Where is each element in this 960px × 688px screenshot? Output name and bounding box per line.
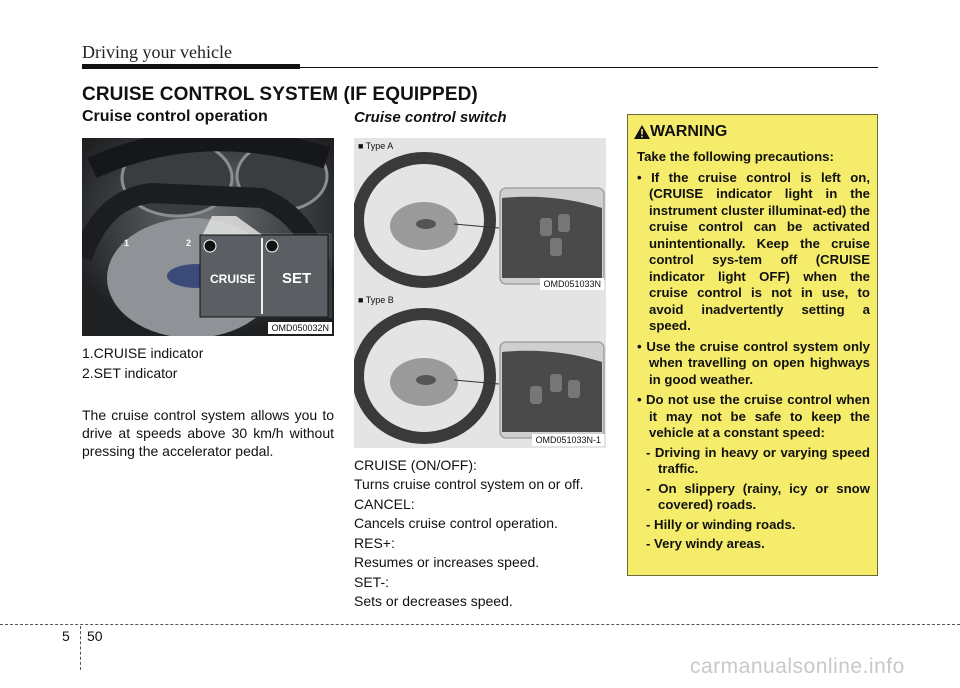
warning-bullet: • Use the cruise control system only when travelling on open highways in good weather.	[637, 338, 870, 387]
chapter-title: Driving your vehicle	[82, 42, 232, 62]
cruise-switch-heading: Cruise control switch	[354, 109, 507, 126]
switch-line-set-desc: Sets or decreases speed.	[354, 593, 513, 609]
footer-page-divider	[80, 626, 81, 670]
figure-code: OMD051033N	[540, 278, 604, 290]
figure-num-1: 1	[124, 238, 130, 248]
cluster-figure	[82, 138, 334, 336]
figure-set-label: SET	[282, 270, 312, 287]
switch-line-set: SET-:	[354, 574, 390, 590]
type-b-label: ■ Type B	[358, 295, 394, 305]
page-number: 50	[87, 628, 103, 644]
steering-wheel-a-illustration	[354, 138, 606, 292]
warning-box	[627, 114, 878, 576]
warning-sub-item: - Hilly or winding roads.	[646, 516, 796, 532]
instrument-cluster-illustration	[82, 138, 334, 336]
cruise-description: The cruise control system allows you to drive at speeds above 30 km/h without pressing the accelerator pedal.	[82, 407, 334, 459]
footer-divider	[0, 624, 960, 625]
steering-wheel-b-illustration	[354, 292, 606, 448]
warning-sub-item: - On slippery (rainy, icy or snow covered) roads.	[646, 480, 870, 512]
warning-sub-item: - Very windy areas.	[646, 536, 765, 551]
warning-triangle-icon	[634, 125, 650, 139]
figure-code: OMD050032N	[268, 322, 332, 334]
switch-line-cancel: CANCEL:	[354, 496, 415, 512]
warning-sub-item: - Driving in heavy or varying speed traffic.	[646, 444, 870, 476]
figure-num-2: 2	[186, 238, 192, 248]
cruise-operation-heading: Cruise control operation	[82, 108, 268, 125]
figure-cruise-label: CRUISE	[210, 272, 256, 286]
header-rule-thick	[82, 64, 300, 69]
switch-figure-type-b	[354, 292, 606, 448]
switch-figure-type-a	[354, 138, 606, 292]
figure-code: OMD051033N-1	[532, 434, 604, 446]
switch-line-cancel-desc: Cancels cruise control operation.	[354, 515, 558, 531]
switch-line-cruise: CRUISE (ON/OFF):	[354, 457, 477, 473]
warning-title: WARNING	[650, 123, 728, 140]
section-number: 5	[62, 628, 70, 644]
header-rule-thin	[300, 67, 878, 68]
warning-bullet: • Do not use the cruise control when it may not be safe to keep the vehicle at a constant speed:	[637, 392, 870, 440]
watermark: carmanualsonline.info	[690, 655, 905, 678]
switch-line-res: RES+:	[354, 535, 395, 551]
warning-body	[637, 149, 870, 553]
switch-line-cruise-desc: Turns cruise control system on or off.	[354, 476, 584, 492]
warning-bullet: • If the cruise control is left on, (CRUISE indicator light in the instrument cluster illuminat-ed) the cruise control can be activated unintentionally. Keep the cruise control sys-tem off (CRUISE indicator light OFF) when the cruise control is not in use, to avoid inadvertently setting a speed.	[637, 169, 870, 333]
type-a-label: ■ Type A	[358, 141, 394, 151]
list-item: 2.SET indicator	[82, 365, 178, 381]
warning-intro: Take the following precautions:	[637, 149, 834, 164]
list-item: 1.CRUISE indicator	[82, 345, 204, 361]
section-title: CRUISE CONTROL SYSTEM (IF EQUIPPED)	[82, 84, 478, 105]
switch-line-res-desc: Resumes or increases speed.	[354, 554, 540, 570]
